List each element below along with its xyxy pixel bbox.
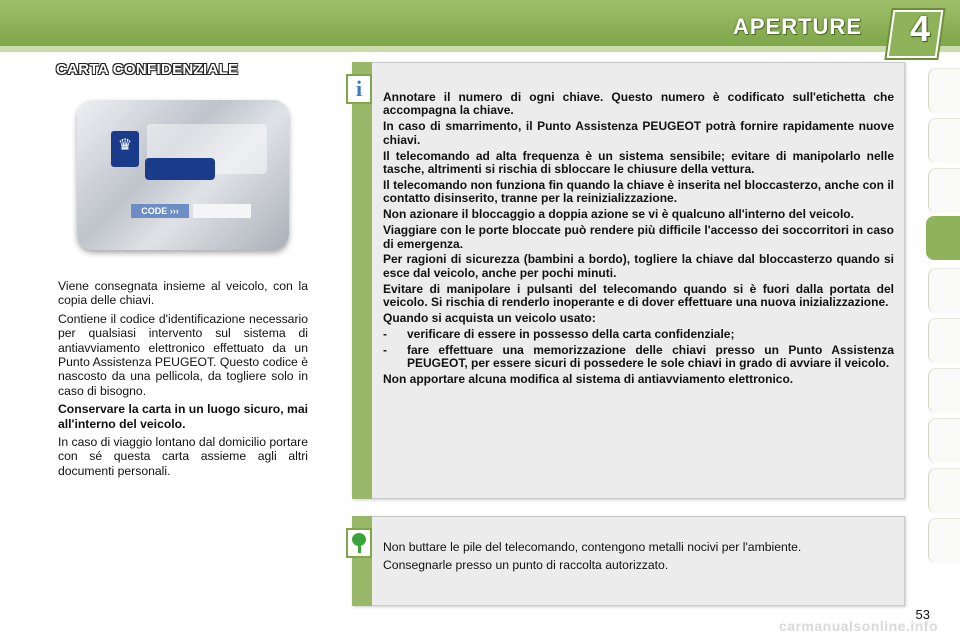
chapter-tab-10[interactable] bbox=[928, 518, 960, 563]
info-paragraph: Il telecomando ad alta frequenza è un sistema sensibile; evitare di manipolarlo nelle tasche, altrimenti si rischia di sbloccare le chiusure della vettura. bbox=[383, 148, 894, 177]
left-paragraph: In caso di viaggio lontano dal domicilio portare con sé questa carta assieme agli altri documenti personali. bbox=[58, 435, 308, 478]
card-code-label: CODE ››› bbox=[131, 204, 189, 218]
info-paragraph: Il telecomando non funziona fin quando la chiave è inserita nel bloccasterzo, anche con il contatto disinserito, tranne per la reinizializzazione. bbox=[383, 177, 894, 206]
chapter-tab-6[interactable] bbox=[928, 318, 960, 363]
info-paragraph: Evitare di manipolare i pulsanti del telecomando quando si è fuori dalla portata del veicolo. Si rischia di renderlo inoperante e di dover effettuare una nuova inizializzazione. bbox=[383, 281, 894, 310]
chapter-tab-9[interactable] bbox=[928, 468, 960, 513]
tree-icon bbox=[346, 528, 372, 558]
environment-text bbox=[383, 540, 894, 576]
list-dash: - bbox=[383, 342, 387, 357]
info-paragraph: Per ragioni di sicurezza (bambini a bordo), togliere la chiave dal bloccasterzo quando si esce dal veicolo, anche per pochi minuti. bbox=[383, 252, 894, 280]
chapter-tab-4-active[interactable] bbox=[926, 216, 960, 260]
chapter-tab-8[interactable] bbox=[928, 418, 960, 463]
card-code-field bbox=[193, 204, 251, 218]
info-text bbox=[383, 91, 894, 389]
chapter-tabs bbox=[928, 68, 960, 573]
info-paragraph: Quando si acquista un veicolo usato: bbox=[383, 311, 596, 326]
left-column bbox=[58, 279, 308, 482]
list-item-text: fare effettuare una memorizzazione delle chiavi presso un Punto Assistenza PEUGEOT, per essere sicuri di possedere le sole chiavi in grado di avviare il veicolo. bbox=[407, 342, 894, 371]
info-paragraph: Non azionare il bloccaggio a doppia azione se vi è qualcuno all'interno del veicolo. bbox=[383, 207, 854, 222]
info-box-strip bbox=[352, 62, 372, 499]
chapter-number: 4 bbox=[909, 8, 930, 49]
eco-paragraph: Non buttare le pile del telecomando, contengono metalli nocivi per l'ambiente. bbox=[383, 540, 802, 554]
watermark: carmanualsonline.info bbox=[778, 618, 938, 634]
header-band-light bbox=[0, 46, 960, 52]
list-item bbox=[383, 344, 894, 371]
peugeot-lion-icon: ♛ bbox=[111, 131, 139, 167]
chapter-title: APERTURE bbox=[732, 14, 862, 39]
chapter-tab-7[interactable] bbox=[928, 368, 960, 413]
info-paragraph: Viaggiare con le porte bloccate può rendere più difficile l'accesso dei soccorritori in caso di emergenza. bbox=[383, 223, 894, 251]
list-dash: - bbox=[383, 327, 387, 341]
chapter-tab-2[interactable] bbox=[928, 118, 960, 163]
info-paragraph: Annotare il numero di ogni chiave. Questo numero è codificato sull'etichetta che accompagna la chiave. bbox=[383, 90, 894, 118]
info-paragraph: Non apportare alcuna modifica al sistema di antiavviamento elettronico. bbox=[383, 372, 794, 387]
page-number: 53 bbox=[915, 607, 930, 622]
info-paragraph: In caso di smarrimento, il Punto Assistenza PEUGEOT potrà fornire rapidamente nuove chiavi. bbox=[383, 119, 894, 147]
left-paragraph: Contiene il codice d'identificazione necessario per qualsiasi intervento sul sistema di antiavviamento elettronico effettuato da un Punto Assistenza PEUGEOT. Questo codice è nascosto da una pellicola, da togliere solo in caso di bisogno. bbox=[58, 311, 308, 398]
list-item bbox=[383, 328, 894, 341]
chapter-tab-5[interactable] bbox=[928, 268, 960, 313]
key-icon bbox=[145, 158, 215, 180]
list-item-text: verificare di essere in possesso della carta confidenziale; bbox=[407, 327, 735, 341]
chapter-tab-3[interactable] bbox=[928, 168, 960, 213]
tree-trunk bbox=[358, 545, 361, 553]
eco-paragraph: Consegnarle presso un punto di raccolta autorizzato. bbox=[383, 558, 669, 572]
left-paragraph: Viene consegnata insieme al veicolo, con la copia delle chiavi. bbox=[58, 279, 308, 308]
info-icon: i bbox=[346, 74, 372, 104]
confidential-card-image bbox=[77, 100, 289, 250]
section-title: CARTA CONFIDENZIALE bbox=[56, 61, 239, 78]
left-warning: Conservare la carta in un luogo sicuro, mai all'interno del veicolo. bbox=[58, 402, 308, 431]
chapter-tab-1[interactable] bbox=[928, 68, 960, 113]
